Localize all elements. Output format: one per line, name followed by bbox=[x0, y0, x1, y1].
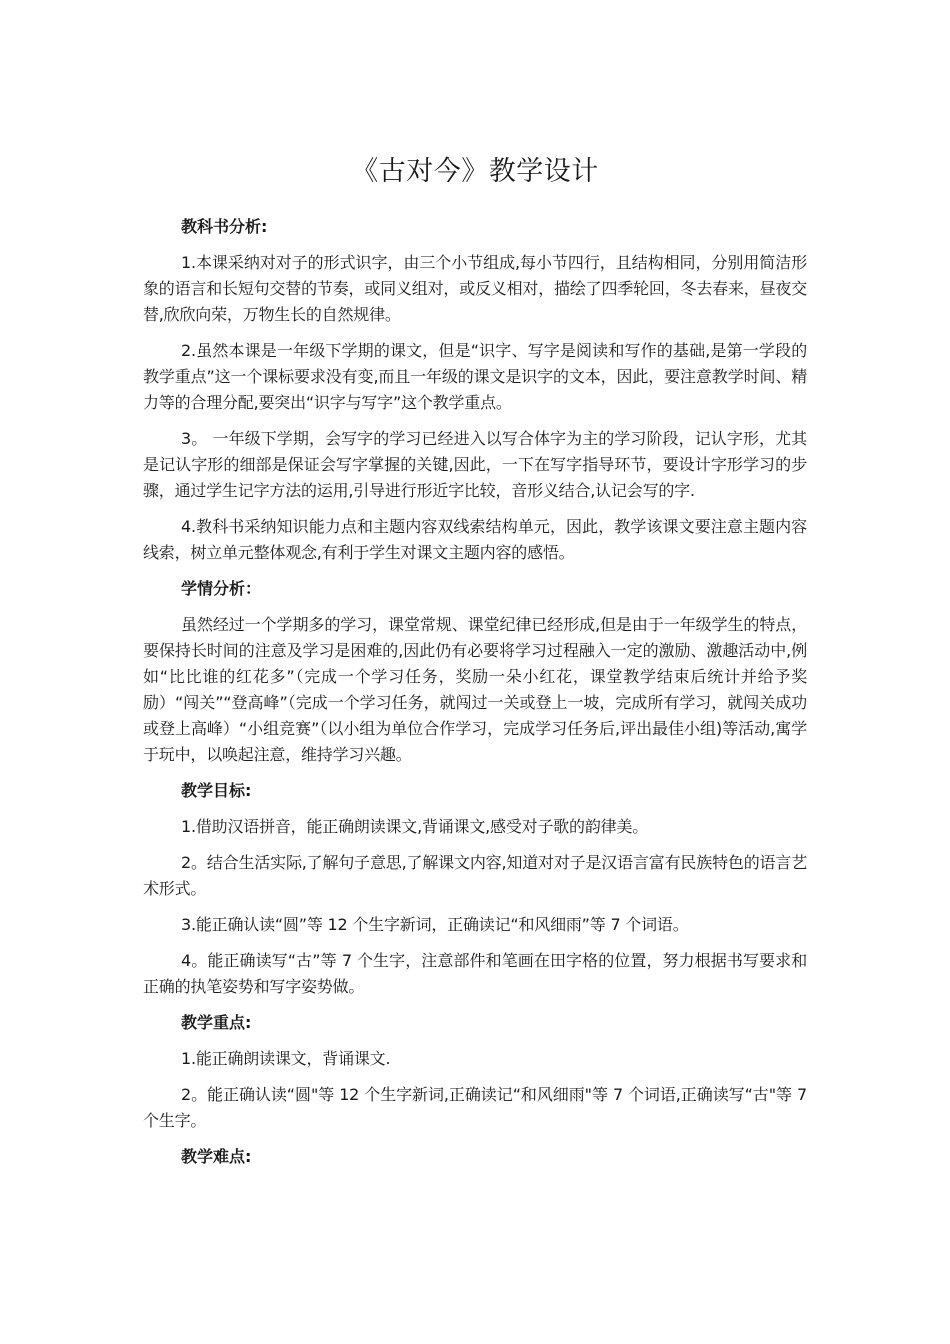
section-teaching-difficulty bbox=[143, 1144, 807, 1170]
document-title: 《古对今》教学设计 bbox=[351, 156, 599, 187]
section-heading: 学情分析： bbox=[181, 579, 262, 598]
section-heading: 教学难点: bbox=[181, 1147, 252, 1166]
paragraph: 2。结合生活实际,了解句子意思,了解课文内容,知道对对子是汉语言富有民族特色的语言艺术形式。 bbox=[143, 853, 807, 898]
paragraph: 3.能正确认读“圆”等 12 个生字新词，正确读记“和风细雨”等 7 个词语。 bbox=[181, 915, 689, 934]
paragraph: 4.教科书采纳知识能力点和主题内容双线索结构单元，因此，教学该课文要注意主题内容线索，树立单元整体观念,有利于学生对课文主题内容的感悟。 bbox=[143, 517, 807, 562]
paragraph: 2.虽然本课是一年级下学期的课文，但是“识字、写字是阅读和写作的基础,是第一学段的教学重点”这一个课标要求没有变,而且一年级的课文是识字的文本，因此，要注意教学时间、精力等的合理分配,要突出“识字与写字”这个教学重点。 bbox=[143, 341, 807, 412]
section-learner-analysis bbox=[143, 576, 807, 768]
section-teaching-goals bbox=[143, 778, 807, 1000]
paragraph: 2。能正确认读“圆"等 12 个生字新词,正确读记“和风细雨"等 7 个词语,正确读写“古"等 7 个生字。 bbox=[143, 1085, 807, 1130]
paragraph: 1.借助汉语拼音，能正确朗读课文,背诵课文,感受对子歌的韵律美。 bbox=[181, 817, 649, 836]
paragraph: 1.能正确朗读课文，背诵课文. bbox=[181, 1049, 391, 1068]
section-heading: 教学重点: bbox=[181, 1013, 252, 1032]
document-page bbox=[143, 150, 807, 1180]
section-heading: 教科书分析: bbox=[181, 217, 268, 236]
section-textbook-analysis bbox=[143, 214, 807, 566]
paragraph: 4。能正确读写“古”等 7 个生字，注意部件和笔画在田字格的位置，努力根据书写要求和正确的执笔姿势和写字姿势做。 bbox=[143, 951, 807, 996]
section-teaching-focus bbox=[143, 1010, 807, 1134]
paragraph: 3。 一年级下学期，会写字的学习已经进入以写合体字为主的学习阶段，记认字形，尤其是记认字形的细部是保证会写字掌握的关键,因此，一下在写字指导环节，要设计字形学习的步骤，通过学生记字方法的运用,引导进行形近字比较，音形义结合,认记会写的字. bbox=[143, 429, 807, 500]
paragraph: 1.本课采纳对对子的形式识字，由三个小节组成,每小节四行，且结构相同，分别用简洁形象的语言和长短句交替的节奏，或同义组对，或反义相对，描绘了四季轮回，冬去春来，昼夜交替,欣欣向荣，万物生长的自然规律。 bbox=[143, 253, 807, 324]
section-heading: 教学目标: bbox=[181, 781, 252, 800]
paragraph: 虽然经过一个学期多的学习，课堂常规、课堂纪律已经形成,但是由于一年级学生的特点，要保持长时间的注意及学习是困难的,因此仍有必要将学习过程融入一定的激励、激趣活动中,例如“比比谁的红花多”（完成一个学习任务，奖励一朵小红花，课堂教学结束后统计并给予奖励）“闯关”“登高峰”（完成一个学习任务，就闯过一关或登上一坡，完成所有学习，就闯关成功或登上高峰）“小组竞赛”（以小组为单位合作学习，完成学习任务后,评出最佳小组)等活动,寓学于玩中，以唤起注意，维持学习兴趣。 bbox=[143, 615, 807, 764]
